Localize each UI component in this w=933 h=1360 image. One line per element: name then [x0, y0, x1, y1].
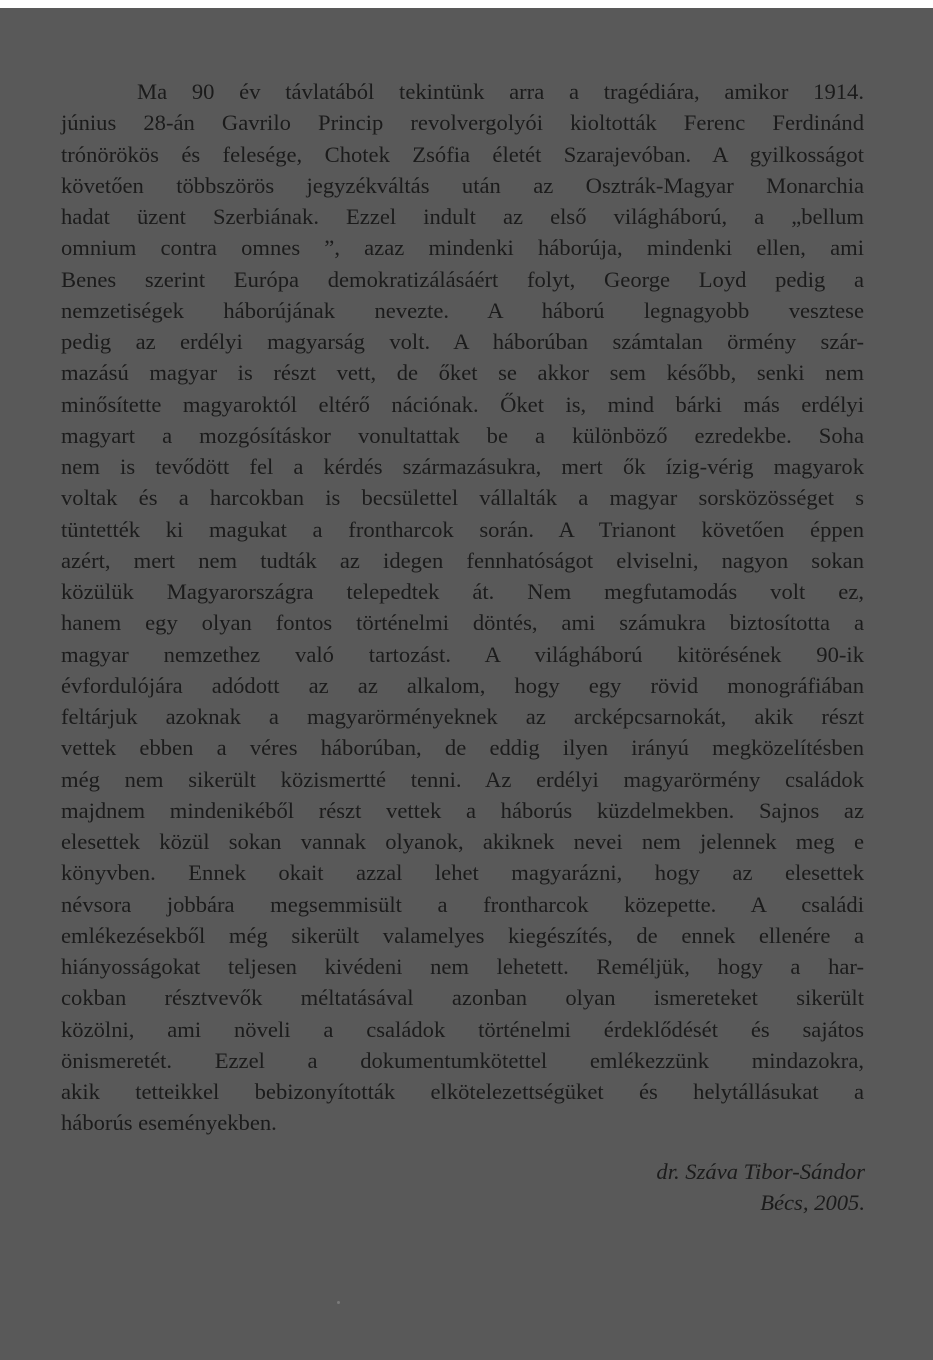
text-line: névsora jobbára megsemmisült a frontharcok közepette. A családi: [61, 891, 864, 917]
place-date: Bécs, 2005.: [760, 1190, 865, 1216]
text-line: pedig az erdélyi magyarság volt. A háborúban számtalan örmény szár-: [61, 329, 864, 354]
text-line: magyart a mozgósításkor vonultattak be a különböző ezredekbe. Soha: [61, 422, 864, 448]
text-line: önismeretét. Ezzel a dokumentumkötettel emlékezzünk mindazokra,: [61, 1047, 864, 1073]
text-line: emlékezésekből még sikerült valamelyes kiegészítés, de ennek ellenére a: [61, 922, 864, 948]
text-line: hiányosságokat teljesen kivédeni nem lehetett. Reméljük, hogy a har-: [61, 954, 864, 979]
text-line: feltárjuk azoknak a magyarörményeknek az arcképcsarnokát, akik részt: [61, 704, 864, 729]
text-line: június 28-án Gavrilo Princip revolvergolyói kioltották Ferenc Ferdinánd: [61, 110, 864, 136]
text-line: akik tetteikkel bebizonyították elkötelezettségüket és helytállásukat a: [61, 1079, 864, 1104]
text-line: majdnem mindenikéből részt vettek a háborús küzdelmekben. Sajnos az: [61, 797, 864, 823]
text-line: követően többszörös jegyzékváltás után az Osztrák-Magyar Monarchia: [61, 172, 864, 198]
text-line: omnium contra omnes ”, azaz mindenki háborúja, mindenki ellen, ami: [61, 235, 864, 261]
text-line: évfordulójára adódott az az alkalom, hogy egy rövid monográfiában: [61, 672, 864, 698]
text-line: hanem egy olyan fontos történelmi döntés, ami számukra biztosította a: [61, 610, 864, 636]
text-line: könyvben. Ennek okait azzal lehet magyarázni, hogy az elesettek: [61, 860, 864, 886]
text-line: magyar nemzethez való tartozást. A világháború kitörésének 90-ik: [61, 641, 864, 667]
text-line: Benes szerint Európa demokratizálásáért folyt, George Loyd pedig a: [61, 266, 864, 292]
text-line: minősítette magyaroktól eltérő nációnak. Őket is, mind bárki más erdélyi: [61, 391, 864, 417]
foreword-text: [61, 76, 864, 1139]
text-line: cokban résztvevők méltatásával azonban olyan ismereteket sikerült: [61, 985, 864, 1011]
text-line: azért, mert nem tudták az idegen fennhatóságot elviselni, nagyon sokan: [61, 547, 864, 573]
text-line: még nem sikerült közismertté tenni. Az erdélyi magyarörmény családok: [61, 766, 864, 792]
page-top-edge: [0, 0, 933, 8]
text-line: közülük Magyarországra telepedtek át. Nem megfutamodás volt ez,: [61, 579, 864, 604]
text-line: elesettek közül sokan vannak olyanok, akiknek nevei nem jelennek meg e: [61, 829, 864, 854]
text-line: Ma 90 év távlatából tekintünk arra a tragédiára, amikor 1914.: [137, 79, 864, 104]
scan-speck: [337, 1301, 340, 1304]
text-line: voltak és a harcokban is becsülettel vállalták a magyar sorsközösséget s: [61, 485, 864, 511]
text-line: közölni, ami növeli a családok történelmi érdeklődését és sajátos: [61, 1016, 864, 1042]
text-line: háborús eseményekben.: [61, 1110, 277, 1136]
author-name: dr. Száva Tibor-Sándor: [656, 1159, 865, 1184]
text-line: nem is tevődött fel a kérdés származásukra, mert ők ízig-vérig magyarok: [61, 454, 864, 479]
text-line: mazású magyar is részt vett, de őket se akkor sem később, senki nem: [61, 360, 864, 386]
text-line: hadat üzent Szerbiának. Ezzel indult az első világháború, a „bellum: [61, 204, 864, 229]
signature-block: [656, 1156, 865, 1219]
text-line: trónörökös és felesége, Chotek Zsófia életét Szarajevóban. A gyilkosságot: [61, 141, 864, 167]
text-line: vettek ebben a véres háborúban, de eddig ilyen irányú megközelítésben: [61, 735, 864, 761]
text-line: nemzetiségek háborújának nevezte. A háború legnagyobb vesztese: [61, 297, 864, 323]
text-line: tüntették ki magukat a frontharcok során. A Trianont követően éppen: [61, 516, 864, 542]
